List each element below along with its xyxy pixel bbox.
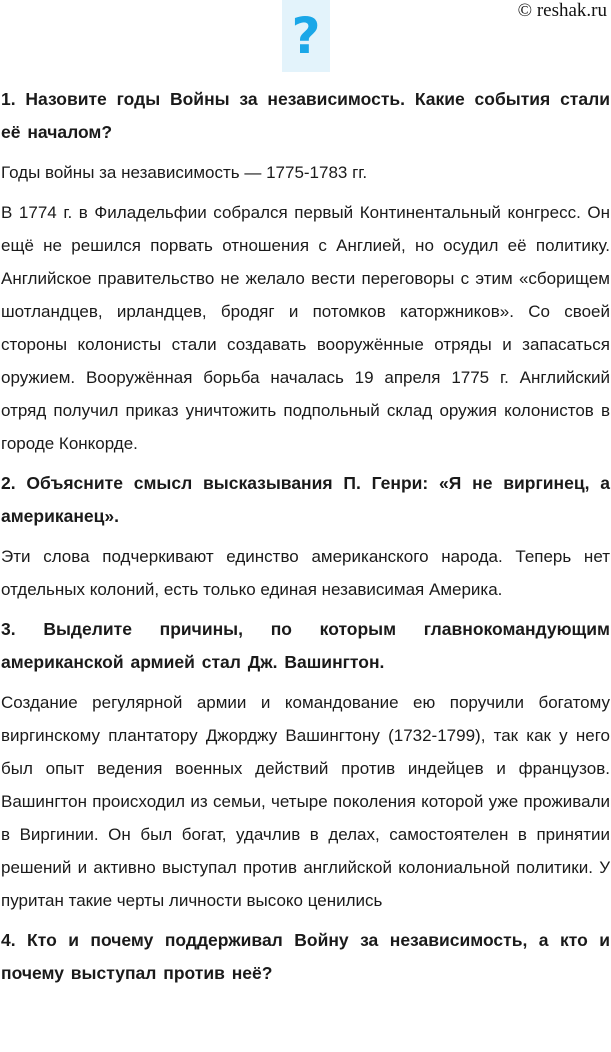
copyright-label: © reshak.ru [517,0,607,21]
question-4: 4. Кто и почему поддерживал Войну за независимость, а кто и почему выступал против неё? [1,930,610,983]
question-3: 3. Выделите причины, по которым главнокомандующим американской армией стал Дж. Вашингтон. [1,619,610,672]
answer-3: Создание регулярной армии и командование ею поручили богатому виргинскому плантатору Джорджу Вашингтону (1732-1799), так как у него был опыт ведения военных действий против индейцев и французов. Вашингтон происходил из семьи, четыре поколения которой уже проживали в Виргинии. Он был богат, удачлив в делах, самостоятелен в принятии решений и активно выступал против английской колониальной политики. У пуритан такие черты личности высоко ценились [1,693,610,910]
answer-2: Эти слова подчеркивают единство американского народа. Теперь нет отдельных колоний, есть только единая независимая Америка. [1,547,610,599]
answer-1-years: Годы войны за независимость — 1775-1783 гг. [1,163,368,182]
document-body [1,83,610,997]
question-mark-icon: ? [282,0,330,72]
question-1: 1. Назовите годы Войны за независимость. Какие события стали её началом? [1,89,610,142]
question-2: 2. Объясните смысл высказывания П. Генри: «Я не виргинец, а американец». [1,473,610,526]
answer-1-events: В 1774 г. в Филадельфии собрался первый Континентальный конгресс. Он ещё не решился порвать отношения с Англией, но осудил её политику. Английское правительство не желало вести переговоры с этим «сборищем шотландцев, ирландцев, бродяг и потомков каторжников». Со своей стороны колонисты стали создавать вооружённые отряды и запасаться оружием. Вооружённая борьба началась 19 апреля 1775 г. Английский отряд получил приказ уничтожить подпольный склад оружия колонистов в городе Конкорде. [1,203,610,453]
